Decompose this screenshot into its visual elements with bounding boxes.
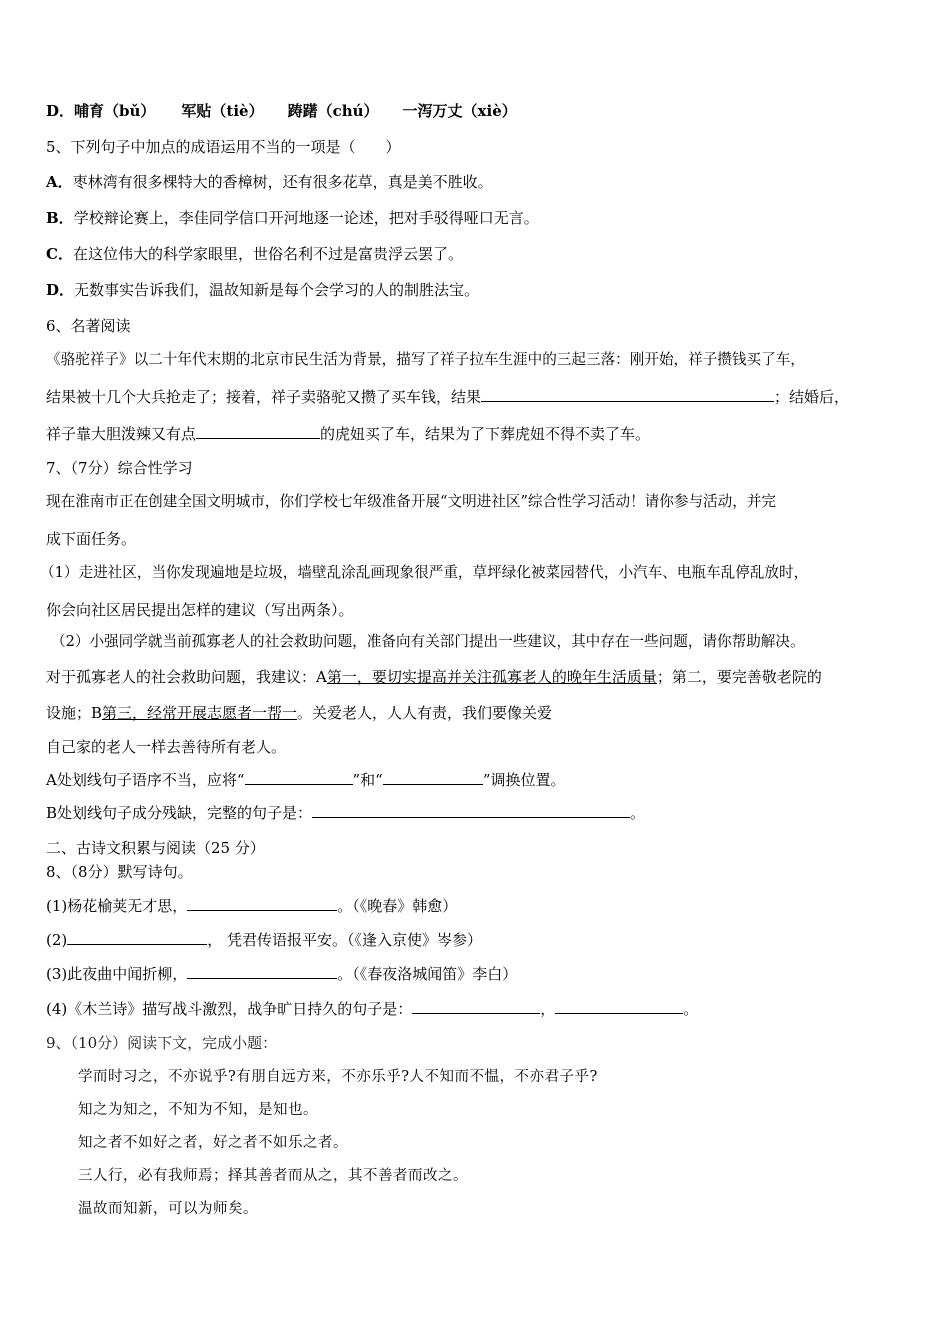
- q5-stem: 5、下列句子中加点的成语运用不当的一项是（ ）: [46, 138, 401, 156]
- q7-part1-line1: （1）走进社区，当你发现遍地是垃圾，墙壁乱涂乱画现象很严重，草坪绿化被菜园替代，小汽车、电瓶车乱停乱放时，: [40, 564, 809, 581]
- q8-text: ，: [540, 1000, 556, 1018]
- q7-text: 设施；B: [46, 704, 103, 722]
- q8-text: 。（《晚春》韩愈）: [337, 897, 458, 915]
- answer-blank[interactable]: [383, 770, 483, 785]
- q8-text: (2): [46, 931, 68, 949]
- q5-option-c: [46, 244, 463, 264]
- q7-intro-line2: 成下面任务。: [46, 530, 137, 548]
- answer-blank[interactable]: [187, 896, 337, 911]
- q4-option-d: [46, 101, 517, 121]
- section-title: 二、古诗文积累与阅读（25 分）: [46, 839, 265, 857]
- q7-text: ；第二，要完善敬老院的: [656, 668, 822, 686]
- q7-text: 。: [630, 804, 646, 822]
- q8-text: (1)杨花榆荚无才思，: [46, 897, 188, 915]
- answer-blank[interactable]: [67, 930, 207, 945]
- answer-blank[interactable]: [312, 803, 630, 818]
- q7-answer-a: [46, 770, 566, 790]
- q8-stem: 8、（8分）默写诗句。: [46, 863, 193, 881]
- option-text: 无数事实告诉我们，温故知新是每个会学习的人的制胜法宝。: [74, 281, 480, 299]
- answer-blank[interactable]: [555, 999, 683, 1014]
- q6-line3: [46, 424, 650, 444]
- q7-stem: 7、（7分）综合性学习: [46, 459, 193, 477]
- q6-text: 祥子靠大胆泼辣又有点: [46, 425, 197, 443]
- q7-part2-line3: [46, 703, 552, 723]
- q8-line4: [46, 999, 698, 1019]
- option-text: 枣林湾有很多棵特大的香樟树，还有很多花草，真是美不胜收。: [72, 173, 493, 191]
- option-item: 军贴（tiè）: [181, 102, 264, 120]
- q5-option-a: [46, 172, 493, 192]
- q7-answer-b: [46, 803, 645, 823]
- q8-text: (3)此夜曲中闻折柳，: [46, 965, 188, 983]
- option-label: D．: [46, 102, 75, 120]
- q6-stem: 6、名著阅读: [46, 317, 131, 335]
- q8-text: (4)《木兰诗》描写战斗激烈，战争旷日持久的句子是：: [46, 1000, 413, 1018]
- q7-text: B处划线句子成分残缺，完整的句子是：: [46, 804, 313, 822]
- passage-line: 温故而知新，可以为师矣。: [78, 1201, 258, 1217]
- answer-blank[interactable]: [245, 770, 353, 785]
- option-text: 在这位伟大的科学家眼里，世俗名利不过是富贵浮云罢了。: [72, 245, 463, 263]
- q8-line1: [46, 896, 457, 916]
- q7-text: A处划线句子语序不当，应将“: [46, 771, 245, 789]
- answer-blank[interactable]: [481, 387, 774, 402]
- option-text: 学校辩论赛上，李佳同学信口开河地逐一论述，把对手驳得哑口无言。: [73, 209, 539, 227]
- passage-line: 知之为知之，不知为不知，是知也。: [78, 1102, 318, 1118]
- q9-stem: 9、（10分）阅读下文，完成小题：: [46, 1034, 278, 1052]
- q7-part1-line2: 你会向社区居民提出怎样的建议（写出两条）。: [46, 601, 354, 619]
- q6-line1: 《骆驼祥子》以二十年代末期的北京市民生活为背景，描写了祥子拉车生涯中的三起三落：刚开始，祥子攒钱买了车，: [46, 351, 805, 368]
- option-label: C．: [46, 245, 73, 263]
- option-label: D．: [46, 281, 75, 299]
- q8-text: 。: [683, 1000, 699, 1018]
- q7-text: ”调换位置。: [482, 771, 566, 789]
- q7-text: 对于孤寡老人的社会救助问题，我建议：A: [46, 668, 327, 686]
- q8-line2: [46, 930, 482, 950]
- option-item: 哺育（bǔ）: [74, 102, 156, 120]
- option-item: 踌躇（chú）: [287, 102, 379, 120]
- q5-option-d: [46, 280, 479, 300]
- passage-line: 知之者不如好之者，好之者不如乐之者。: [78, 1135, 348, 1151]
- q7-intro-line1: 现在淮南市正在创建全国文明城市，你们学校七年级准备开展“文明进社区”综合性学习活动！请你参与活动，并完: [46, 493, 777, 510]
- underlined-sentence-a: 第一，要切实提高并关注孤寡老人的晚年生活质量: [326, 668, 657, 686]
- option-item: 一泻万丈（xiè）: [402, 102, 517, 120]
- q6-text: 结果被十几个大兵抢走了；接着，祥子卖骆驼又攒了买车钱，结果: [46, 388, 482, 406]
- answer-blank[interactable]: [412, 999, 540, 1014]
- q8-text: 。（《春夜洛城闻笛》李白）: [337, 965, 518, 983]
- q7-text: ”和“: [352, 771, 383, 789]
- q7-part2-line2: [46, 667, 822, 687]
- q8-text: ， 凭君传语报平安。（《逢入京使》岑参）: [207, 931, 483, 949]
- option-label: B．: [46, 209, 74, 227]
- answer-blank[interactable]: [187, 964, 337, 979]
- q6-text: 的虎妞买了车，结果为了下葬虎妞不得不卖了车。: [320, 425, 651, 443]
- q6-text: ；结婚后，: [774, 388, 850, 406]
- passage-line: 学而时习之，不亦说乎?有朋自远方来，不亦乐乎?人不知而不愠，不亦君子乎?: [78, 1069, 598, 1085]
- q5-option-b: [46, 208, 539, 228]
- answer-blank[interactable]: [196, 424, 320, 439]
- underlined-sentence-b: 第三，经常开展志愿者一帮一: [102, 704, 298, 722]
- passage-line: 三人行，必有我师焉；择其善者而从之，其不善者而改之。: [78, 1168, 468, 1184]
- q8-line3: [46, 964, 517, 984]
- q7-text: 。关爱老人，人人有责，我们要像关爱: [297, 704, 553, 722]
- q6-line2: [46, 387, 849, 407]
- q7-part2-line4: 自己家的老人一样去善待所有老人。: [46, 738, 287, 756]
- option-label: A．: [46, 173, 73, 191]
- q7-part2-line1: （2）小强同学就当前孤寡老人的社会救助问题，准备向有关部门提出一些建议，其中存在一些问题，请你帮助解决。: [51, 633, 805, 650]
